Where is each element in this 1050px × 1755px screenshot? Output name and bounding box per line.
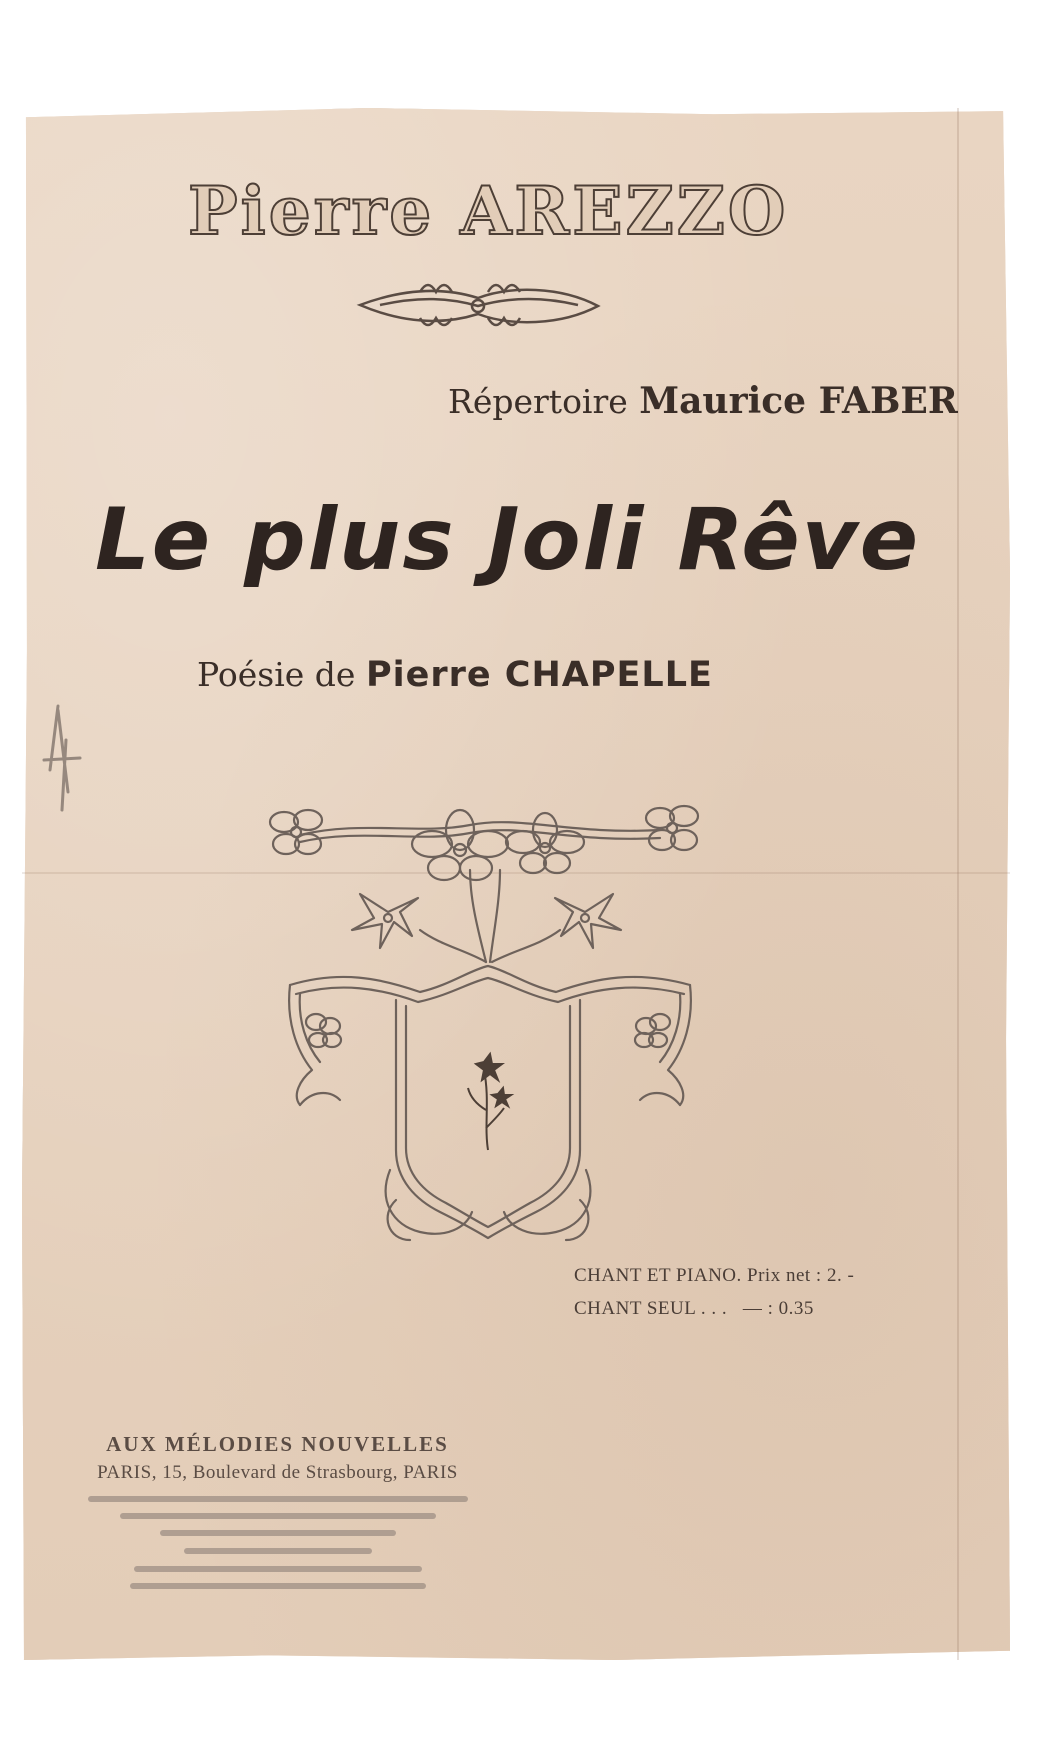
poesie-author: Pierre CHAPELLE [365,655,713,695]
poesie-prefix: Poésie de [197,655,356,694]
sheet-music-cover [22,108,1010,1660]
composer-name: Pierre AREZZO [188,172,789,250]
fold-crease-horizontal [22,872,1010,874]
repertoire-line [448,380,958,422]
song-title: Le plus Joli Rêve [95,490,921,590]
repertoire-name: Maurice FABER [639,380,958,422]
repertoire-prefix: Répertoire [448,382,628,421]
poesie-line [197,655,713,695]
price-label: CHANT SEUL . . . — [574,1298,763,1319]
price-value: : 0.35 [767,1298,814,1319]
publisher-name: AUX MÉLODIES NOUVELLES [106,1432,449,1456]
publisher-address: PARIS, 15, Boulevard de Strasbourg, PARIS [97,1462,458,1483]
fold-crease-vertical [957,108,959,1660]
price-line-chant-piano [574,1265,854,1287]
price-value: 2. - [826,1265,855,1286]
price-line-chant-seul [574,1298,814,1320]
pencil-mark-icon [36,700,96,820]
price-label: CHANT ET PIANO. Prix net : [574,1265,822,1286]
